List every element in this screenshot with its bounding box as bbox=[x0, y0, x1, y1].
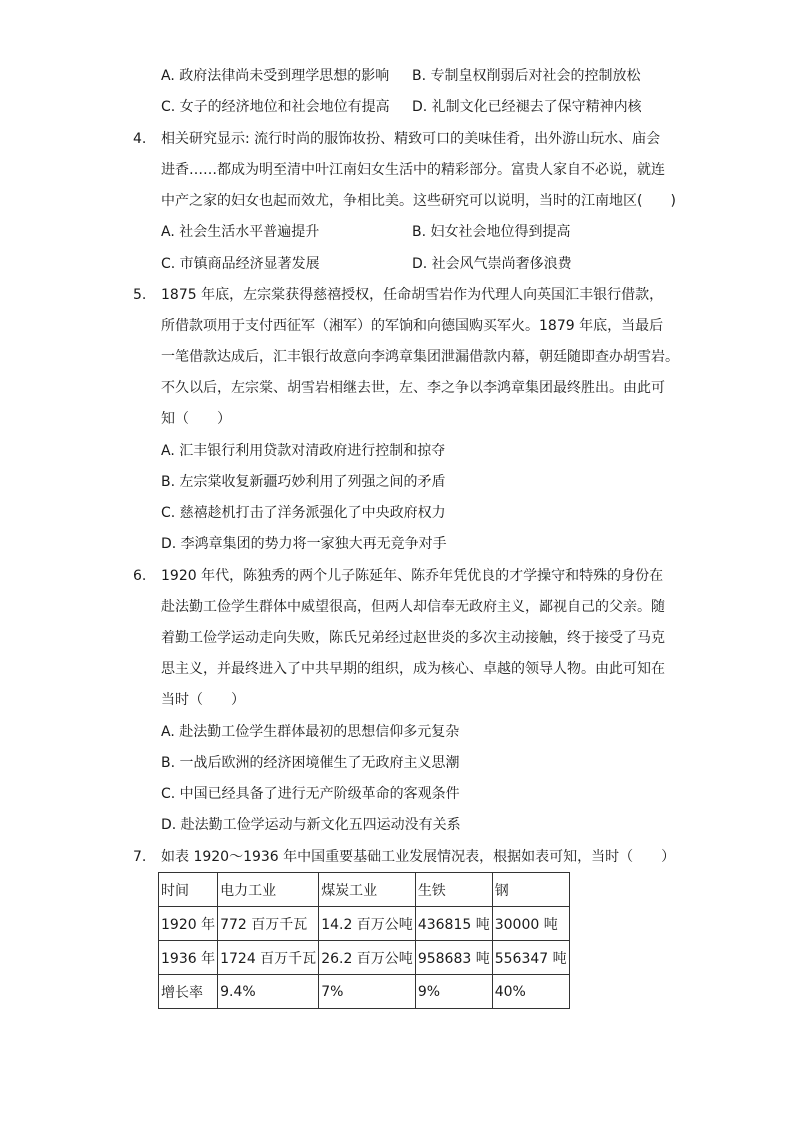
table-cell: 958683 吨 bbox=[415, 941, 492, 975]
table-cell: 1936 年 bbox=[159, 941, 218, 975]
table-row bbox=[159, 907, 570, 941]
q5-option-d: D. 李鸿章集团的势力将一家独大再无竞争对手 bbox=[161, 536, 447, 552]
table-cell: 7% bbox=[319, 975, 416, 1009]
industry-table bbox=[158, 872, 570, 1009]
table-cell: 9.4% bbox=[218, 975, 319, 1009]
q6-text-line: 赴法勤工俭学生群体中威望很高，但两人却信奉无政府主义，鄙视自己的父亲。随 bbox=[161, 599, 665, 615]
table-row bbox=[159, 975, 570, 1009]
table-cell: 40% bbox=[492, 975, 569, 1009]
table-cell: 556347 吨 bbox=[492, 941, 569, 975]
q5-number: 5. bbox=[133, 287, 147, 303]
table-cell: 增长率 bbox=[159, 975, 218, 1009]
q7-number: 7. bbox=[133, 849, 147, 865]
q6-option-b: B. 一战后欧洲的经济困境催生了无政府主义思潮 bbox=[161, 755, 460, 771]
q6-text-line: 当时（ ） bbox=[161, 692, 245, 708]
q5-text-line: 不久以后，左宗棠、胡雪岩相继去世，左、李之争以李鸿章集团最终胜出。由此可 bbox=[161, 380, 665, 396]
q6-text-line: 着勤工俭学运动走向失败，陈氏兄弟经过赵世炎的多次主动接触，终于接受了马克 bbox=[161, 630, 665, 646]
q3-option-d: D. 礼制文化已经褪去了保守精神内核 bbox=[412, 99, 642, 115]
q5-option-a: A. 汇丰银行利用贷款对清政府进行控制和掠夺 bbox=[161, 443, 446, 459]
table-cell: 436815 吨 bbox=[415, 907, 492, 941]
q4-option-b: B. 妇女社会地位得到提高 bbox=[412, 224, 571, 240]
q4-option-a: A. 社会生活水平普遍提升 bbox=[161, 224, 320, 240]
table-row bbox=[159, 941, 570, 975]
q3-option-c: C. 女子的经济地位和社会地位有提高 bbox=[161, 99, 390, 115]
table-cell: 14.2 百万公吨 bbox=[319, 907, 416, 941]
q4-number: 4. bbox=[133, 131, 147, 147]
table-cell: 772 百万千瓦 bbox=[218, 907, 319, 941]
table-header-cell: 钢 bbox=[492, 873, 569, 907]
q6-option-c: C. 中国已经具备了进行无产阶级革命的客观条件 bbox=[161, 786, 460, 802]
table-header-cell: 时间 bbox=[159, 873, 218, 907]
q5-option-b: B. 左宗棠收复新疆巧妙利用了列强之间的矛盾 bbox=[161, 474, 446, 490]
q6-text-line: 思主义，并最终进入了中共早期的组织，成为核心、卓越的领导人物。由此可知在 bbox=[161, 661, 665, 677]
q6-text-line: 1920 年代，陈独秀的两个儿子陈延年、陈乔年凭优良的才学操守和特殊的身份在 bbox=[161, 568, 664, 584]
q4-option-d: D. 社会风气崇尚奢侈浪费 bbox=[412, 256, 572, 272]
q3-option-b: B. 专制皇权削弱后对社会的控制放松 bbox=[412, 68, 641, 84]
q6-option-a: A. 赴法勤工俭学生群体最初的思想信仰多元复杂 bbox=[161, 724, 460, 740]
q6-option-d: D. 赴法勤工俭学运动与新文化五四运动没有关系 bbox=[161, 817, 461, 833]
q6-number: 6. bbox=[133, 568, 147, 584]
q5-text-line: 1875 年底，左宗棠获得慈禧授权，任命胡雪岩作为代理人向英国汇丰银行借款， bbox=[161, 287, 664, 303]
q4-text-line: 进香……都成为明至清中叶江南妇女生活中的精彩部分。富贵人家自不必说，就连 bbox=[161, 162, 665, 178]
table-cell: 1920 年 bbox=[159, 907, 218, 941]
table-cell: 26.2 百万公吨 bbox=[319, 941, 416, 975]
q5-text-line: 一笔借款达成后，汇丰银行故意向李鸿章集团泄漏借款内幕，朝廷随即查办胡雪岩。 bbox=[161, 349, 679, 365]
q5-option-c: C. 慈禧趁机打击了洋务派强化了中央政府权力 bbox=[161, 505, 446, 521]
q5-text-line: 所借款项用于支付西征军（湘军）的军饷和向德国购买军火。1879 年底，当最后 bbox=[161, 318, 664, 334]
q4-text-line: 相关研究显示: 流行时尚的服饰妆扮、精致可口的美味佳肴，出外游山玩水、庙会 bbox=[161, 131, 661, 147]
table-header-row bbox=[159, 873, 570, 907]
table-cell: 30000 吨 bbox=[492, 907, 569, 941]
q7-text-line: 如表 1920～1936 年中国重要基础工业发展情况表，根据如表可知，当时（ ） bbox=[161, 849, 676, 865]
table-header-cell: 煤炭工业 bbox=[319, 873, 416, 907]
q4-text-line: 中产之家的妇女也起而效尤，争相比美。这些研究可以说明，当时的江南地区( ) bbox=[161, 193, 676, 209]
table-cell: 9% bbox=[415, 975, 492, 1009]
table-header-cell: 生铁 bbox=[415, 873, 492, 907]
q3-option-a: A. 政府法律尚未受到理学思想的影响 bbox=[161, 68, 390, 84]
q4-option-c: C. 市镇商品经济显著发展 bbox=[161, 256, 320, 272]
table-cell: 1724 百万千瓦 bbox=[218, 941, 319, 975]
q5-text-line: 知（ ） bbox=[161, 411, 231, 427]
table-header-cell: 电力工业 bbox=[218, 873, 319, 907]
